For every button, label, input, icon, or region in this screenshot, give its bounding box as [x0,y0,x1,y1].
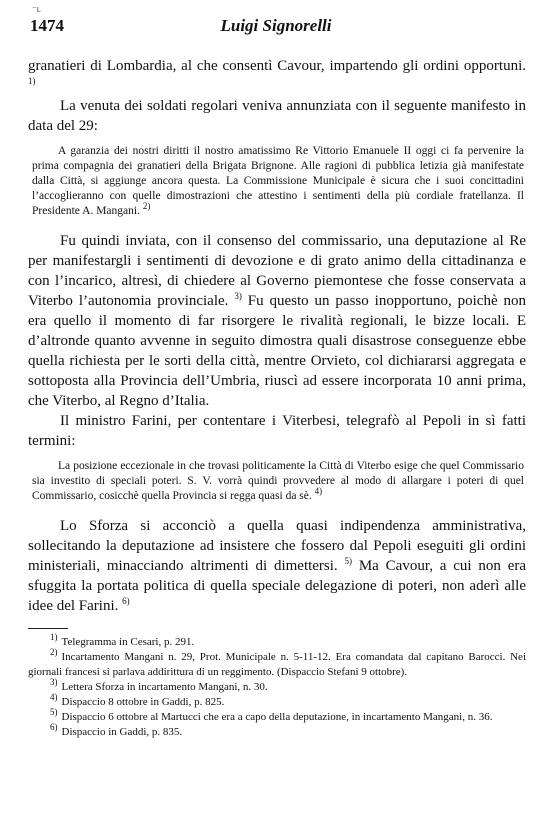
paragraph-2: La venuta dei soldati regolari veniva annunziata con il seguente manifesto in data del 29: [28,98,526,134]
running-title: Luigi Signorelli [220,16,332,35]
footnote-2: $^{2)}$ Incartamento Mangani n. 29, Prot. Municipale n. 5-11-12. Era comandata dal capitano Barocci. Nei giornali francesi si parlava addirittura di un reggimento. (Dispaccio Stefani 9 ottobre). [28,647,526,678]
page-number: 1474 [30,16,64,35]
note-ref: 2) [142,201,151,212]
quotation-manifesto: A garanzia dei nostri diritti il nostro amatissimo Re Vittorio Emanuele II oggi ci fa pervenire la prima compagnia dei granatieri della Brigata Brignone. Alle ragioni di pubblica letizia già manifestate dalla Città, si aggiunge ancora questa. La Commissione Municipale è sicura che i suoi concittadini l’accoglieranno con quelle dimostrazioni che attestino i sentimenti della più cordiale fratellanza. Il Presidente A. Mangani. $^{2)}$ [32,145,524,217]
margin-mark: ⁻ʟ [32,4,41,14]
main-text [28,56,526,740]
paragraph-4: Il ministro Farini, per contentare i Viterbesi, telegrafò al Pepoli in sì fatti termini: [28,413,526,449]
note-ref: 1) [28,76,36,86]
note-ref: 6) [122,596,130,606]
paragraph-3: Fu quindi inviata, con il consenso del commissario, una deputazione al Re per manifestargli i sentimenti di devozione e di grato animo della cittadinanza e con l’incarico, altresì, di chiedere al Governo piemontese che fosse conservata a Viterbo l’autonomia provinciale. $^{3)}$ Fu questo un passo inopportuno, poichè non era quello il momento di far risorgere le rivalità regionali, le bizze locali. E d’altronde quanto avvenne in seguito dimostra quali disastrose conseguenze ebbe quella richiesta per le sorti della città, mentre Orvieto, col dichiararsi aggregata e sottoposta alla Provincia dell’Umbria, riuscì ad essere incorporata 10 anni prima, che Viterbo, al Regno d’Italia. [28,233,527,409]
footnote-6: $^{6)}$ Dispaccio in Gaddi, p. 835. [50,722,183,738]
footnote-1: $^{1)}$ Telegramma in Cesari, p. 291. [50,632,195,648]
footnote-3: $^{3)}$ Lettera Sforza in incartamento Mangani, n. 30. [50,677,268,693]
note-ref: 4) [314,486,323,497]
quotation-telegram: La posizione eccezionale in che trovasi politicamente la Città di Viterbo esige che quel Commissario sia investito di speciali poteri. S. V. vorrà quindi provvedere al modo di allargare i poteri di quel Commissario, cosicchè quella Provincia si regga quasi da sè. $^{4)}$ [32,460,524,502]
footnotes [28,632,526,740]
note-ref: 3) [234,291,242,301]
footnote-4: $^{4)}$ Dispaccio 8 ottobre in Gaddi, p. 825. [50,692,225,708]
paragraph-5: Lo Sforza si acconciò a quella quasi indipendenza amministrativa, sollecitando la deputazione ad insistere che fossero dal Pepoli eseguiti gli ordini ministeriali, minacciando altrimenti di dimettersi. $^{5)}$ Ma Cavour, a cui non era sfuggita la portata politica di quella speciale delegazione di poteri, non aderì alle idee del Farini. $^{6)}$ [28,518,527,614]
paragraph-1: granatieri di Lombardia, al che consentì Cavour, impartendo gli ordini opportuni. $^{1)}$ [28,58,526,86]
note-ref: 5) [344,556,353,566]
page-header [30,4,522,36]
footnote-5: $^{5)}$ Dispaccio 6 ottobre al Martucci che era a capo della deputazione, in incartamento Mangani, n. 36. [50,707,493,723]
footnote-rule [28,628,68,629]
